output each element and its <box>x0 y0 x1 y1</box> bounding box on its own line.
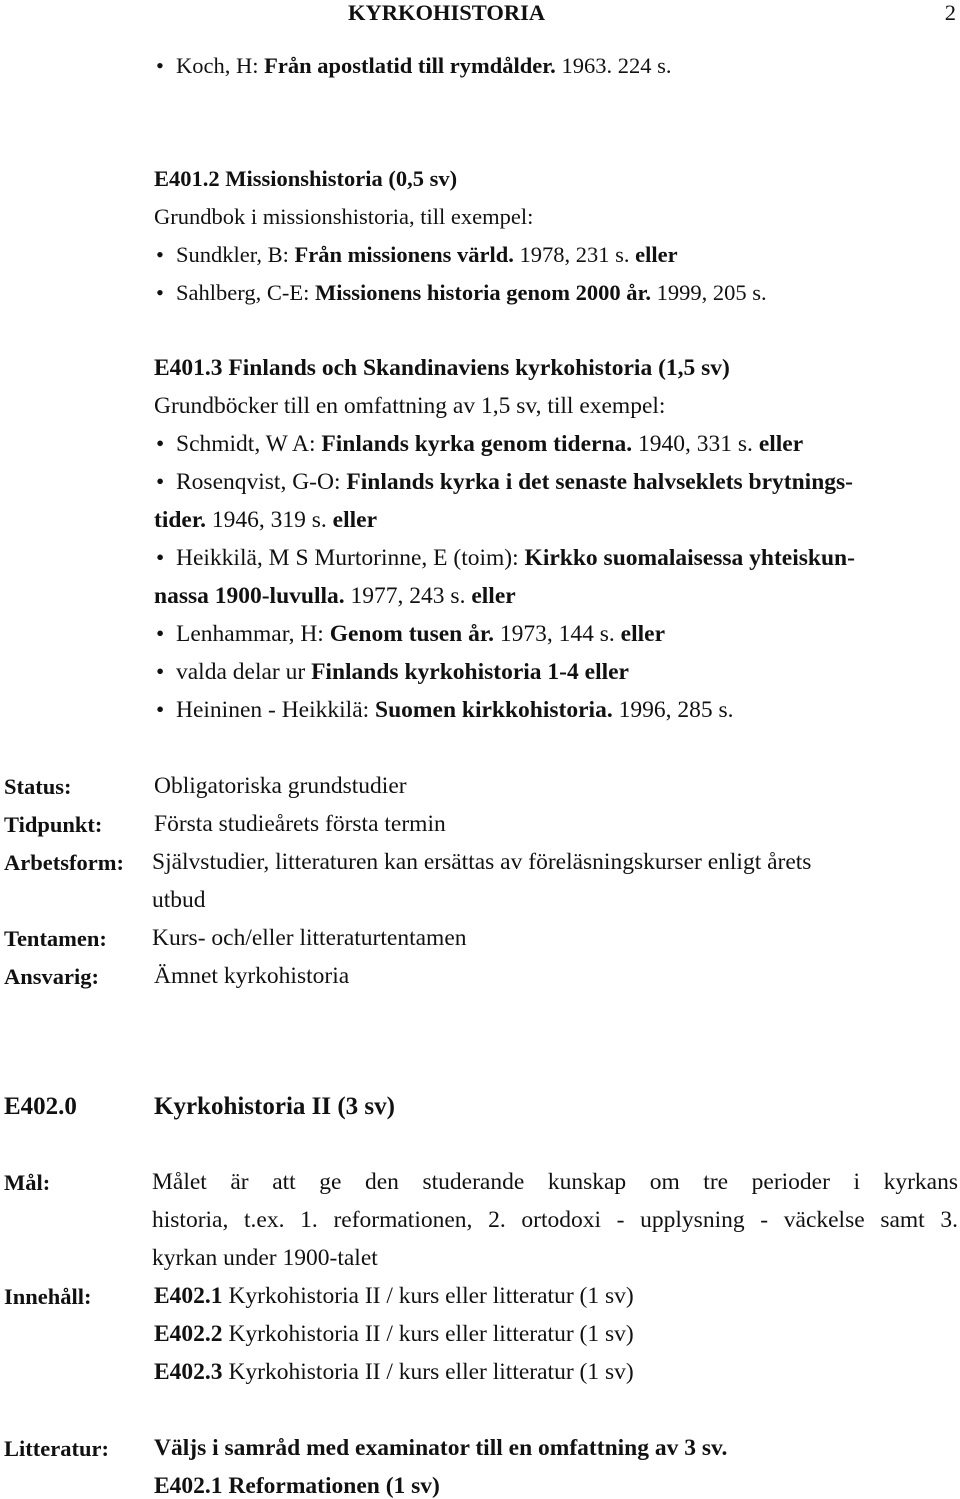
page-header <box>348 0 960 30</box>
item-tail: 1940, 331 s. <box>638 431 753 457</box>
litteratur-label: Litteratur: <box>4 1436 109 1461</box>
tentamen-value: Kurs- och/eller litteraturtentamen <box>152 925 467 951</box>
item-or: eller <box>332 507 378 533</box>
course-item-code: E402.2 <box>154 1321 223 1347</box>
item-author: valda delar ur <box>176 659 306 685</box>
item-author: Heininen - Heikkilä: <box>176 697 370 723</box>
item-author: Sundkler, B: <box>176 242 289 267</box>
item-title: Kirkko suomalaisessa yhteiskun- <box>524 545 855 571</box>
ansvarig-label: Ansvarig: <box>4 964 99 989</box>
mal-text-line <box>152 1209 958 1233</box>
arbetsform-label: Arbetsform: <box>4 850 124 875</box>
section-intro-e4013: Grundböcker till en omfattning av 1,5 sv, till exempel: <box>154 393 666 419</box>
list-item <box>176 244 678 267</box>
course-item <box>154 1323 634 1347</box>
item-author: Rosenqvist, G-O: <box>176 469 341 495</box>
course-item <box>154 1361 634 1385</box>
tidpunkt-label: Tidpunkt: <box>4 812 103 837</box>
mal-text-line <box>152 1171 958 1195</box>
item-or: eller <box>584 659 629 685</box>
header-title: KYRKOHISTORIA <box>348 0 546 25</box>
item-author: Lenhammar, H: <box>176 621 324 647</box>
item-or: eller <box>635 242 678 267</box>
course-code: E402.0 <box>4 1093 77 1120</box>
item-or: eller <box>471 583 516 609</box>
item-author: Schmidt, W A: <box>176 431 316 457</box>
item-author: Heikkilä, M S Murtorinne, E (toim): <box>176 545 519 571</box>
section-heading-e4012: E401.2 Missionshistoria (0,5 sv) <box>154 166 458 191</box>
ansvarig-value: Ämnet kyrkohistoria <box>154 963 350 989</box>
mal-label: Mål: <box>4 1170 51 1195</box>
litteratur-item: E402.1 Reformationen (1 sv) <box>154 1473 440 1499</box>
arbetsform-value-cont: utbud <box>152 887 206 913</box>
item-title: Finlands kyrka i det senaste halvseklets brytnings- <box>346 469 854 495</box>
page-number: 2 <box>944 0 956 25</box>
tidpunkt-value: Första studieårets första termin <box>154 811 446 837</box>
item-tail: 1999, 205 s. <box>656 280 767 305</box>
list-item <box>176 471 853 495</box>
list-item-continuation <box>154 509 377 533</box>
list-item <box>176 55 671 78</box>
item-title: Från apostlatid till rymdålder. <box>264 53 556 78</box>
arbetsform-value: Självstudier, litteraturen kan ersättas av föreläsningskurser enligt årets <box>152 849 812 875</box>
course-item-text: Kyrkohistoria II / kurs eller litteratur (1 sv) <box>228 1321 634 1347</box>
status-value: Obligatoriska grundstudier <box>154 773 407 799</box>
item-title: Missionens historia genom 2000 år. <box>314 280 652 305</box>
list-item <box>176 433 803 457</box>
item-tail: 1978, 231 s. <box>519 242 630 267</box>
section-intro-e4012: Grundbok i missionshistoria, till exempel: <box>154 204 534 229</box>
litteratur-text: Väljs i samråd med examinator till en omfattning av 3 sv. <box>154 1435 728 1461</box>
list-item <box>176 699 734 723</box>
item-title: nassa 1900-luvulla. <box>154 583 345 609</box>
mal-line: historia, t.ex. 1. reformationen, 2. ortodoxi - upplysning - väckelse samt 3. <box>152 1207 958 1233</box>
list-item-continuation <box>154 585 516 609</box>
item-author: Koch, H: <box>176 53 259 78</box>
list-item <box>176 282 767 305</box>
item-tail: 1946, 319 s. <box>211 507 327 533</box>
item-title: tider. <box>154 507 207 533</box>
item-or: eller <box>758 431 804 457</box>
course-item-code: E402.1 <box>154 1283 223 1309</box>
item-tail: 1977, 243 s. <box>350 583 466 609</box>
item-tail: 1996, 285 s. <box>618 697 734 723</box>
item-tail: 1973, 144 s. <box>499 621 615 647</box>
course-item-text: Kyrkohistoria II / kurs eller litteratur (1 sv) <box>228 1359 634 1385</box>
item-title: Genom tusen år. <box>329 621 495 647</box>
item-title: Finlands kyrka genom tiderna. <box>321 431 633 457</box>
course-item <box>154 1285 634 1309</box>
section-heading-e4013: E401.3 Finlands och Skandinaviens kyrkohistoria (1,5 sv) <box>154 355 730 381</box>
mal-line: Målet är att ge den studerande kunskap om tre perioder i kyrkans <box>152 1169 958 1195</box>
course-item-text: Kyrkohistoria II / kurs eller litteratur (1 sv) <box>228 1283 634 1309</box>
tentamen-label: Tentamen: <box>4 926 107 951</box>
status-label: Status: <box>4 774 72 799</box>
list-item <box>176 547 855 571</box>
list-item <box>176 623 665 647</box>
item-author: Sahlberg, C-E: <box>176 280 310 305</box>
item-title: Suomen kirkkohistoria. <box>375 697 613 723</box>
item-or: eller <box>620 621 666 647</box>
item-title: Finlands kyrkohistoria 1-4 <box>311 659 579 685</box>
innehall-label: Innehåll: <box>4 1284 92 1309</box>
item-title: Från missionens värld. <box>294 242 514 267</box>
course-title: Kyrkohistoria II (3 sv) <box>154 1093 395 1120</box>
item-tail: 1963. 224 s. <box>561 53 672 78</box>
list-item <box>176 661 629 685</box>
course-item-code: E402.3 <box>154 1359 223 1385</box>
mal-text-line: kyrkan under 1900-talet <box>152 1245 378 1271</box>
